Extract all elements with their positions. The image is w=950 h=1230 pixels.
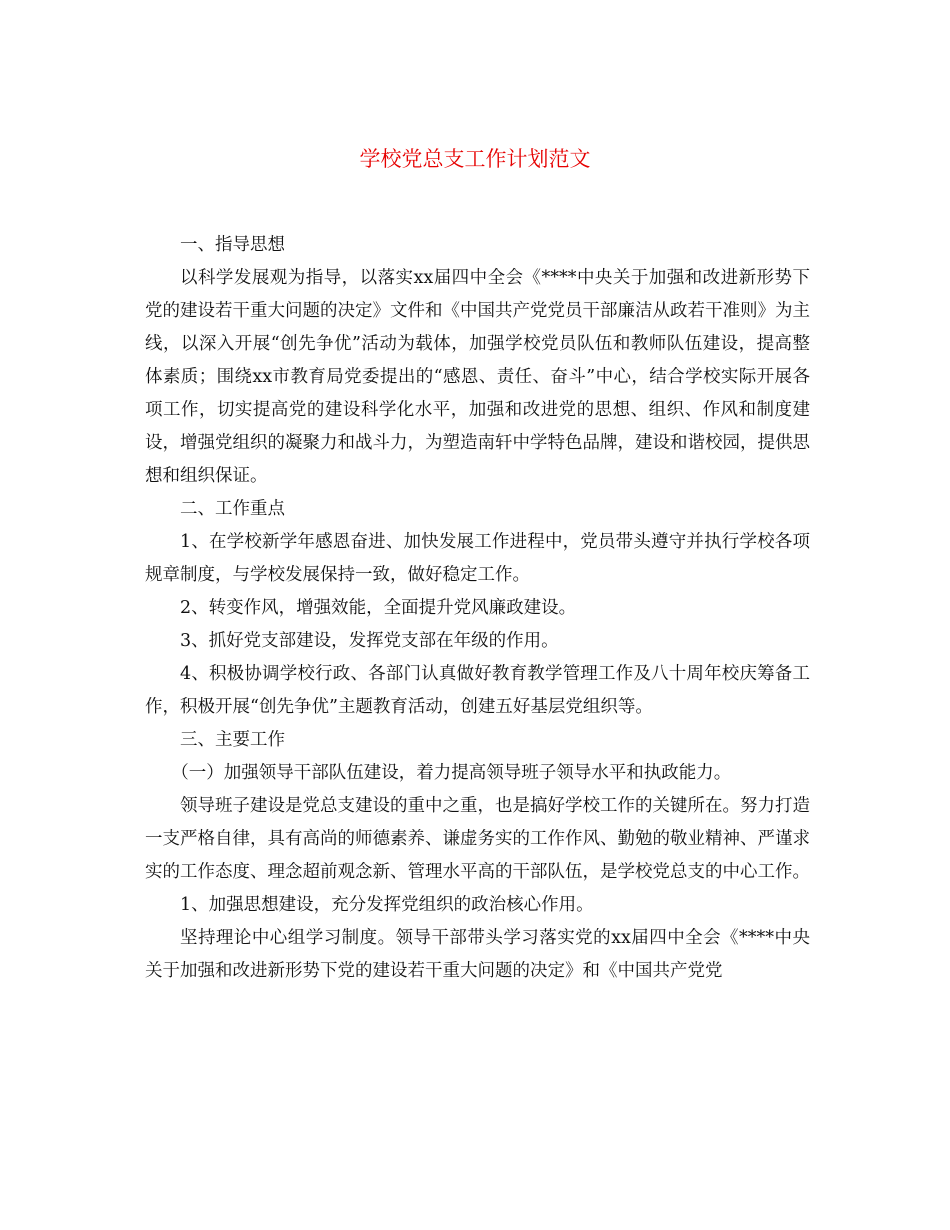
paragraph-theory-study: 坚持理论中心组学习制度。领导干部带头学习落实党的xx届四中全会《****中央关于加强和改进新形势下党的建设若干重大问题的决定》和《中国共产党党: [145, 928, 810, 981]
paragraph-focus-item-1: 1、在学校新学年感恩奋进、加快发展工作进程中，党员带头遵守并执行学校各项规章制度，与学校发展保持一致，做好稳定工作。: [145, 532, 810, 585]
paragraph-focus-item-4: 4、积极协调学校行政、各部门认真做好教育教学管理工作及八十周年校庆筹备工作，积极开展“创先争优”主题教育活动，创建五好基层党组织等。: [145, 664, 810, 717]
paragraph-focus-item-3: 3、抓好党支部建设，发挥党支部在年级的作用。: [180, 631, 559, 651]
subsection-heading-leadership: （一）加强领导干部队伍建设，着力提高领导班子领导水平和执政能力。: [171, 763, 732, 783]
section-heading-guiding-ideology: 一、指导思想: [180, 235, 285, 255]
document-body: [145, 229, 810, 988]
paragraph-leadership: 领导班子建设是党总支建设的重中之重，也是搞好学校工作的关键所在。努力打造一支严格自律，具有高尚的师德素养、谦虚务实的工作作风、勤勉的敬业精神、严谨求实的工作态度、理念超前观念新、管理水平高的干部队伍，是学校党总支的中心工作。: [145, 796, 810, 882]
section-heading-main-work: 三、主要工作: [180, 730, 285, 750]
paragraph-focus-item-2: 2、转变作风，增强效能，全面提升党风廉政建设。: [180, 598, 577, 618]
document-title: 学校党总支工作计划范文: [359, 147, 591, 171]
section-heading-work-focus: 二、工作重点: [180, 499, 285, 519]
paragraph-guiding-ideology: 以科学发展观为指导，以落实xx届四中全会《****中央关于加强和改进新形势下党的建设若干重大问题的决定》文件和《中国共产党党员干部廉洁从政若干准则》为主线，以深入开展“创先争优”活动为载体，加强学校党员队伍和教师队伍建设，提高整体素质；围绕xx市教育局党委提出的“感恩、责任、奋斗”中心，结合学校实际开展各项工作，切实提高党的建设科学化水平，加强和改进党的思想、组织、作风和制度建设，增强党组织的凝聚力和战斗力，为塑造南轩中学特色品牌，建设和谐校园，提供思想和组织保证。: [145, 268, 810, 486]
paragraph-ideological-building: 1、加强思想建设，充分发挥党组织的政治核心作用。: [180, 895, 594, 915]
